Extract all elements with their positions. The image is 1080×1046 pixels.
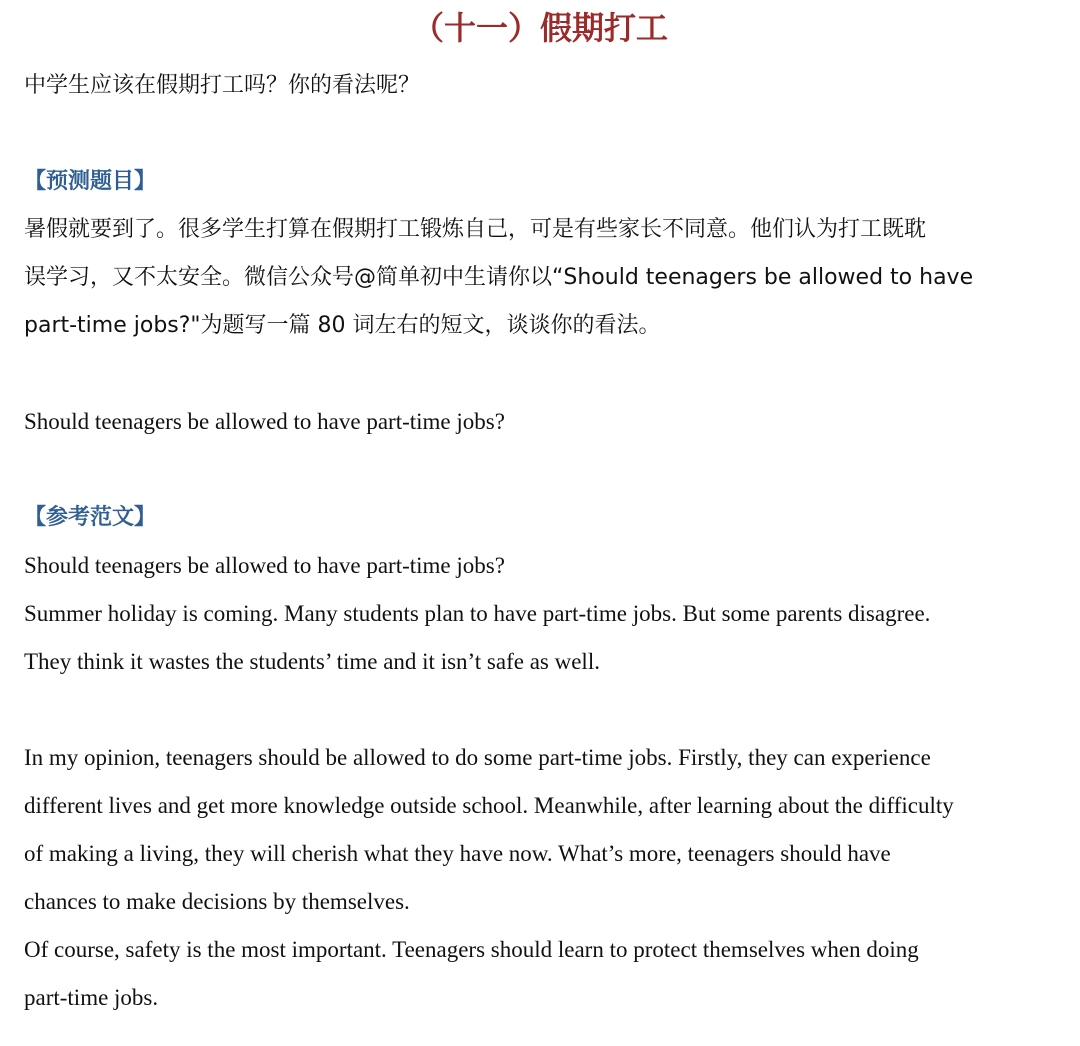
essay-line: of making a living, they will cherish what they have now. What’s more, teenagers should have [24,841,891,866]
page-title: （十一）假期打工 [411,9,668,47]
essay-line: part-time jobs. [24,985,159,1010]
essay-line: In my opinion, teenagers should be allowed to do some part-time jobs. Firstly, they can experience [24,745,931,770]
sample-heading: 【参考范文】 [24,505,157,530]
prediction-line: part-time jobs?"为题写一篇 80 词左右的短文，谈谈你的看法。 [24,313,661,338]
essay-line: chances to make decisions by themselves. [24,889,410,914]
essay-line: Of course, safety is the most important. Teenagers should learn to protect themselves when doing [24,937,919,962]
essay-title: Should teenagers be allowed to have part-time jobs? [24,553,505,578]
question-line: 中学生应该在假期打工吗？你的看法呢？ [24,73,421,98]
prediction-line: 暑假就要到了。很多学生打算在假期打工锻炼自己，可是有些家长不同意。他们认为打工既耽 [24,217,927,242]
essay-line: different lives and get more knowledge outside school. Meanwhile, after learning about the difficulty [24,793,954,818]
prediction-topic: Should teenagers be allowed to have part-time jobs? [24,409,505,434]
prediction-line: 误学习，又不太安全。微信公众号@简单初中生请你以“Should teenagers be allowed to have [24,265,974,290]
essay-line: They think it wastes the students’ time and it isn’t safe as well. [24,649,600,674]
prediction-heading: 【预测题目】 [24,169,157,194]
essay-line: Summer holiday is coming. Many students plan to have part-time jobs. But some parents disagree. [24,601,931,626]
